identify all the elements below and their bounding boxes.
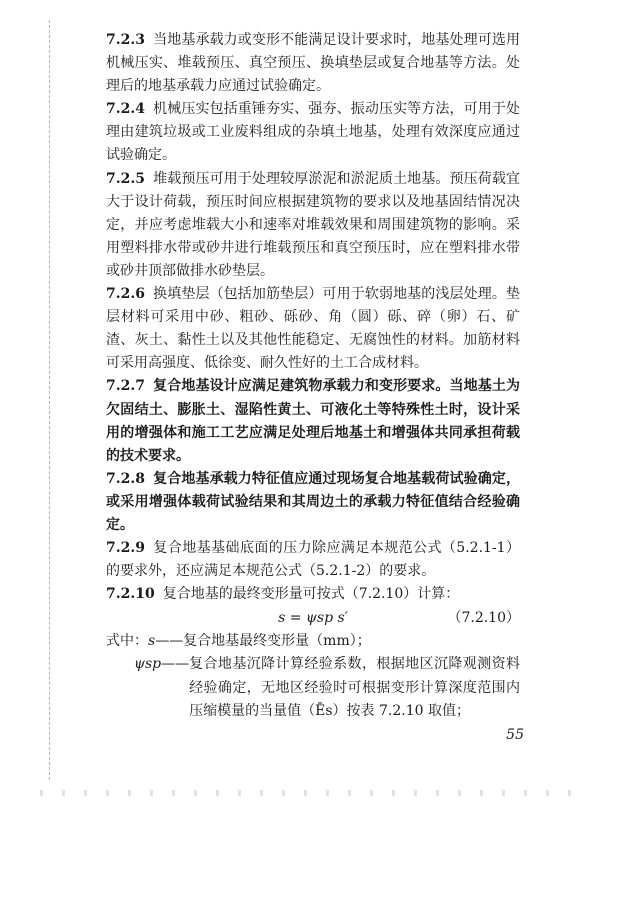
clause-number: 7.2.9 (106, 540, 145, 557)
definition-row-s (106, 630, 520, 653)
clause-number: 7.2.4 (106, 101, 145, 118)
binding-margin-line (49, 20, 50, 780)
clause-number: 7.2.3 (106, 32, 145, 48)
definition-row-psi-sp (106, 653, 520, 722)
clause-7-2-4 (106, 98, 520, 167)
clause-text: 当地基承载力或变形不能满足设计要求时，地基处理可选用机械压实、堆载预压、真空预压、换填垫层或复合地基等方法。处理后的地基承载力应通过试验确定。 (106, 32, 520, 95)
symbol-psi-sp: ψsp (134, 656, 162, 673)
clause-number: 7.2.6 (106, 286, 145, 303)
clause-text: 复合地基设计应满足建筑物承载力和变形要求。当地基土为欠固结土、膨胀土、湿陷性黄土、可液化土等特殊性土时，设计采用的增强体和施工工艺应满足处理后地基土和增强体共同承担荷载的技术要求。 (106, 378, 520, 464)
equation-number: （7.2.10） (447, 610, 520, 627)
clause-7-2-3 (106, 29, 520, 98)
clause-number: 7.2.5 (106, 170, 145, 187)
scan-artifact-line (40, 790, 580, 796)
symbol-definitions (106, 630, 520, 722)
page-number: 55 (506, 727, 524, 743)
clause-number: 7.2.7 (106, 378, 145, 395)
formula-expression: s = ψsp s′ (278, 610, 348, 627)
symbol-description: 复合地基最终变形量（mm）； (183, 633, 371, 650)
clause-number: 7.2.8 (106, 470, 145, 487)
clause-text: 复合地基的最终变形量可按式（7.2.10）计算： (162, 586, 460, 603)
clause-7-2-9 (106, 537, 520, 583)
symbol-description: 复合地基沉降计算经验系数，根据地区沉降观测资料经验确定，无地区经验时可根据变形计算深度范围内压缩模量的当量值（Ēs）按表 7.2.10 取值； (189, 656, 520, 719)
clause-text: 机械压实包括重锤夯实、强夯、振动压实等方法，可用于处理由建筑垃圾或工业废料组成的杂填土地基，处理有效深度应通过试验确定。 (106, 101, 520, 164)
symbol-dash: —— (155, 633, 184, 650)
clause-text: 换填垫层（包括加筋垫层）可用于软弱地基的浅层处理。垫层材料可采用中砂、粗砂、砾砂、角（圆）砾、碎（卵）石、矿渣、灰土、黏性土以及其他性能稳定、无腐蚀性的材料。加筋材料可采用高强度、低徐变、耐久性好的土工合成材料。 (106, 286, 520, 372)
clause-7-2-7-mandatory (106, 375, 520, 467)
formula-7-2-10 (106, 606, 520, 630)
clause-7-2-8-mandatory (106, 468, 520, 537)
symbol-dash: —— (161, 656, 190, 673)
clause-7-2-10 (106, 583, 520, 606)
clause-7-2-5 (106, 168, 520, 283)
where-lead: 式中： (106, 633, 148, 650)
clause-number: 7.2.10 (106, 586, 155, 603)
clause-7-2-6 (106, 283, 520, 375)
clause-text: 复合地基基础底面的压力除应满足本规范公式（5.2.1-1）的要求外，还应满足本规范公式（5.2.1-2）的要求。 (106, 540, 520, 580)
clause-text: 堆载预压可用于处理较厚淤泥和淤泥质土地基。预压荷载宜大于设计荷载，预压时间应根据建筑物的要求以及地基固结情况决定，并应考虑堆载大小和速率对堆载效果和周围建筑物的影响。采用塑料排水带或砂井进行堆载预压和真空预压时，应在塑料排水带或砂井顶部做排水砂垫层。 (106, 170, 520, 279)
symbol-s: s (148, 633, 156, 650)
document-page (106, 29, 520, 723)
clause-text: 复合地基承载力特征值应通过现场复合地基载荷试验确定，或采用增强体载荷试验结果和其周边土的承载力特征值结合经验确定。 (106, 470, 520, 533)
